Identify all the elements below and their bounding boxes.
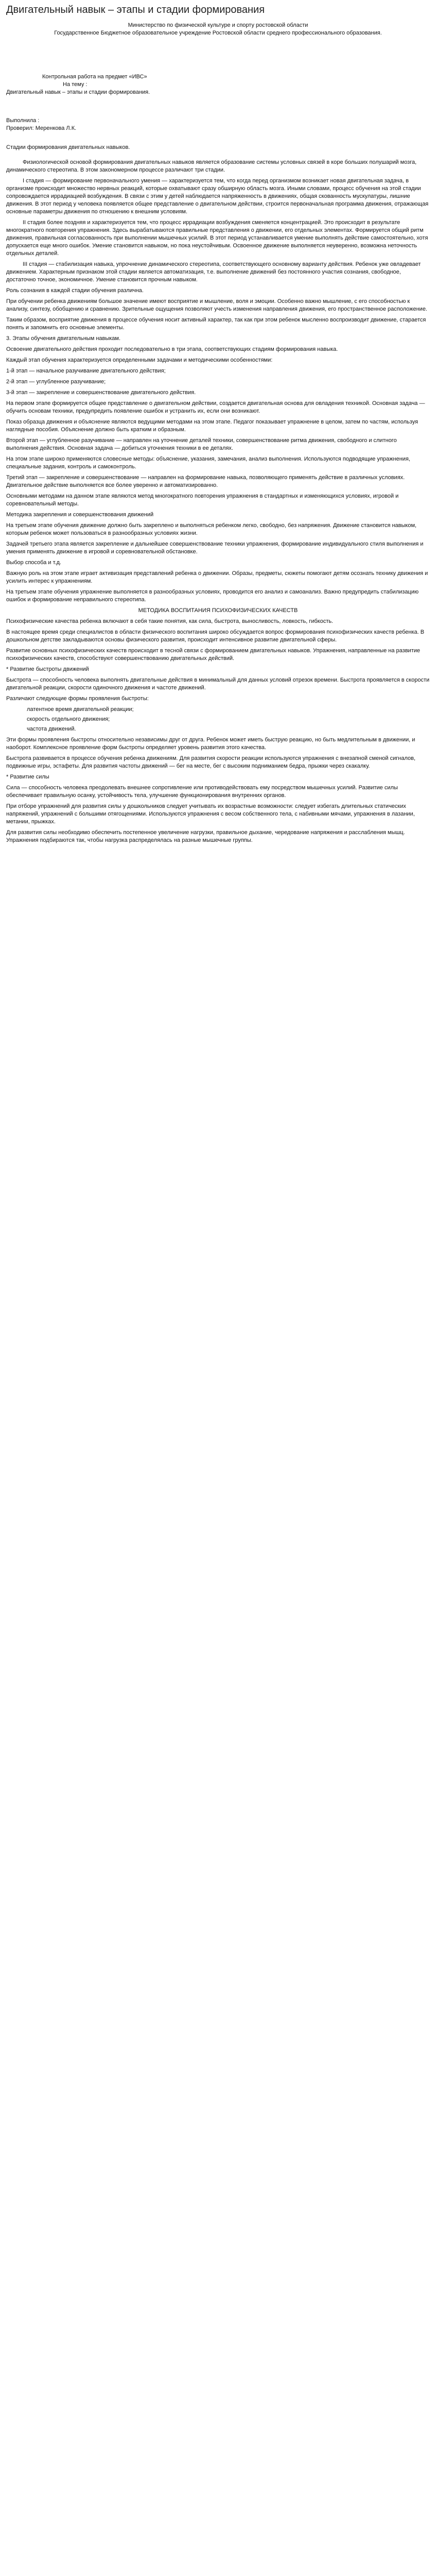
- paragraph: Психофизические качества ребенка включают в себя такие понятия, как сила, быстрота, выносливость, ловкость, гибкость.: [6, 618, 334, 624]
- document-page: [0, 0, 436, 858]
- document-title: Двигательный навык – этапы и стадии формирования: [6, 4, 265, 15]
- paragraph: Физиологической основой формирования двигательных навыков является образование системы условных связей в коре больших полушарий мозга, динамического стереотипа. В этом закономерном процессе различают три стадии.: [6, 159, 417, 173]
- paragraph: Третий этап — закрепление и совершенствование — направлен на формирование навыка, позволяющего применять действие в различных условиях. Двигательное действие выполняется все более уверенно и автоматизированно.: [6, 474, 405, 488]
- paragraph: Быстрота развивается в процессе обучения ребенка движениям. Для развития скорости реакции используются упражнения с внезапной сменой сигналов, подвижные игры, эстафеты. Для развития частоты движений — бег на месте, бег с высоким подниманием бедра, прыжки через скакалку.: [6, 755, 416, 769]
- executed-label: Выполнила :: [6, 117, 40, 124]
- paragraph: II стадия более поздняя и характеризуется тем, что процесс иррадиации возбуждения сменяется концентрацией. Это происходит в результате многократного повторения упражнения. Здесь вырабатываются правильные представления о движении, его отдельных элементах. Формируется общий ритм движения, правильная согласованность при выполнении мышечных усилий. В этот период устанавливается умение выполнять действие самостоятельно, хотя допускается еще много ошибок. Умение становится навыком, но пока неустойчивым. Освоенное движение выполняется неуверенно, возможна неточность отдельных деталей.: [6, 219, 428, 257]
- list-item: латентное время двигательной реакции;: [27, 706, 134, 713]
- paragraph: Роль сознания в каждой стадии обучения различна.: [6, 287, 144, 294]
- paragraph: Показ образца движения и объяснение являются ведущими методами на этом этапе. Педагог показывает упражнение в целом, затем по частям, используя наглядные пособия. Объяснение должно быть кратким и образным.: [6, 419, 418, 433]
- speed-forms-list: [6, 706, 430, 733]
- paragraph-heading: 3. Этапы обучения двигательным навыкам.: [6, 335, 121, 342]
- paragraph: Выбор способа и т.д.: [6, 560, 61, 566]
- paragraph: III стадия — стабилизация навыка, упрочнение динамического стереотипа, соответствующего основному варианту действия. Ребенок уже овладевает движением. Характерным признаком этой стадии является автоматизация, т.е. выполнение движений без постоянного участия сознания, свободное, достаточно точное, экономичное. Умение становится прочным навыком.: [6, 261, 421, 283]
- paragraph: При отборе упражнений для развития силы у дошкольников следует учитывать их возрастные возможности: следует избегать длительных статических напряжений, упражнений с большими отягощениями. Используются упражнения с весом собственного тела, с набивными мячами, упражнения в лазании, метании, прыжках.: [6, 803, 415, 825]
- paragraph: Задачей третьего этапа является закрепление и дальнейшее совершенствование техники упражнения, формирование индивидуального стиля выполнения и умения применять движение в игровой и соревновательной обстановке.: [6, 541, 424, 555]
- paragraph: Каждый этап обучения характеризуется определенными задачами и методическими особенностями:: [6, 357, 273, 363]
- header-line: Министерство по физической культуре и спорту ростовской области: [128, 22, 308, 28]
- stage-item: 1-й этап — начальное разучивание двигательного действия;: [6, 368, 166, 374]
- list-item: скорость отдельного движения;: [27, 716, 110, 722]
- paragraph: На этом этапе широко применяются словесные методы: объяснение, указания, замечания, анализ выполнения. Используются подводящие упражнения, специальные задания, контроль и самоконтроль.: [6, 456, 410, 470]
- section-title: Стадии формирования двигательных навыков.: [6, 144, 130, 150]
- paragraph: Быстрота — способность человека выполнять двигательные действия в минимальный для данных условий отрезок времени. Быстрота проявляется в скорости двигательной реакции, скорости одиночного движения и частоте движений.: [6, 677, 430, 691]
- paragraph: Освоение двигательного действия проходит последовательно в три этапа, соответствующих стадиям формирования навыка.: [6, 346, 338, 352]
- paragraph: На третьем этапе обучения упражнение выполняется в разнообразных условиях, проводится его анализ и самоанализ. Важно предупредить стабилизацию ошибок и формирование неправильного стереотипа.: [6, 589, 419, 603]
- control-work-block: [6, 73, 430, 89]
- header-line: Государственное Бюджетное образовательное учреждение Ростовской области среднего профессионального образования.: [54, 30, 382, 36]
- paragraph: Сила — способность человека преодолевать внешнее сопротивление или противодействовать ему посредством мышечных усилий. Развитие силы обеспечивает правильную осанку, устойчивость тела, улучшение функционирования внутренних органов.: [6, 785, 398, 799]
- paragraph: При обучении ребенка движениям большое значение имеют восприятие и мышление, воля и эмоции. Особенно важно мышление, с его способностью к анализу, синтезу, обобщению и сравнению. Зрительные ощущения позволяют учесть изменения направления движения, его пространственное расположение.: [6, 298, 427, 312]
- paragraph-heading: Методика закрепления и совершенствования движений: [6, 512, 154, 518]
- paragraph-heading: * Развитие быстроты движений: [6, 666, 89, 672]
- paragraph: Для развития силы необходимо обеспечить постепенное увеличение нагрузки, правильное дыхание, чередование напряжения и расслабления мышц. Упражнения подбираются так, чтобы нагрузка распределялась на разные мышечные группы.: [6, 829, 405, 843]
- document-body: [6, 159, 430, 844]
- paragraph: Основными методами на данном этапе являются метод многократного повторения упражнения в стандартных и изменяющихся условиях, игровой и соревновательный методы.: [6, 493, 399, 507]
- paragraph: Таким образом, восприятие движения в процессе обучения носит активный характер, так как при этом ребенок мысленно воспроизводит движение, старается понять и запомнить его основные элементы.: [6, 317, 426, 331]
- paragraph: Различают следующие формы проявления быстроты:: [6, 696, 149, 702]
- control-line: Контрольная работа на предмет «ИВС»: [42, 74, 147, 80]
- control-line: На тему :: [63, 81, 88, 88]
- paragraph: На первом этапе формируется общее представление о двигательном действии, создается двигательная основа для овладения техникой. Основная задача — обучить основам техники, предупредить появление ошибок и устранить их, если они возникают.: [6, 400, 425, 414]
- list-item: частота движений.: [27, 726, 76, 732]
- paragraph-heading: МЕТОДИКА ВОСПИТАНИЯ ПСИХОФИЗИЧЕСКИХ КАЧЕСТВ: [138, 607, 298, 614]
- paragraph: I стадия — формирование первоначального умения — характеризуется тем, что когда перед организмом возникает новая двигательная задача, в организме происходит множество нервных реакций, которые охватывают сразу обширную область мозга. Иными словами, процесс обучения на этой стадии сопровождается иррадиацией возбуждения. В связи с этим у детей наблюдается напряженность в движениях, общая скованность мускулатуры, лишние движения. В этот период у человека появляется общее представление о двигательном действии, строится первоначальная программа движения, отражающая основные параметры движения по отношению к внешним условиям.: [6, 178, 429, 215]
- paragraph: На третьем этапе обучения движение должно быть закреплено и выполняться ребенком легко, свободно, без напряжения. Движение становится навыком, которым ребенок может пользоваться в разнообразных условиях жизни.: [6, 522, 417, 536]
- control-topic: Двигательный навык – этапы и стадии формирования.: [6, 89, 150, 95]
- paragraph-heading: * Развитие силы: [6, 774, 49, 780]
- author-block: [6, 117, 430, 132]
- paragraph: Эти формы проявления быстроты относительно независимы друг от друга. Ребенок может иметь быструю реакцию, но быть медлительным в движении, и наоборот. Комплексное проявление форм быстроты определяет уровень развития этого качества.: [6, 737, 415, 751]
- stage-item: 2-й этап — углубленное разучивание;: [6, 379, 106, 385]
- paragraph: Развитие основных психофизических качеств происходит в тесной связи с формированием двигательных навыков. Упражнения, направленные на развитие психофизических качеств, способствуют совершенствованию двигательных действий.: [6, 648, 420, 662]
- checked-label: Проверил: Меренкова Л.К.: [6, 125, 77, 131]
- stage-item: 3-й этап — закрепление и совершенствование двигательного действия.: [6, 389, 196, 396]
- paragraph: Второй этап — углубленное разучивание — направлен на уточнение деталей техники, совершенствование ритма движения, свободного и слитного выполнения действия. Основная задача — добиться уточнения техники в ее деталях.: [6, 437, 397, 451]
- paragraph: Важную роль на этом этапе играет активизация представлений ребенка о движении. Образы, предметы, сюжеты помогают детям осознать технику движения и усилить интерес к упражнениям.: [6, 570, 428, 584]
- institution-header: [6, 22, 430, 37]
- paragraph: В настоящее время среди специалистов в области физического воспитания широко обсуждается вопрос формирования психофизических качеств ребенка. В дошкольном детстве закладываются основы физического развития, происходит интенсивное развитие двигательной сферы.: [6, 629, 425, 643]
